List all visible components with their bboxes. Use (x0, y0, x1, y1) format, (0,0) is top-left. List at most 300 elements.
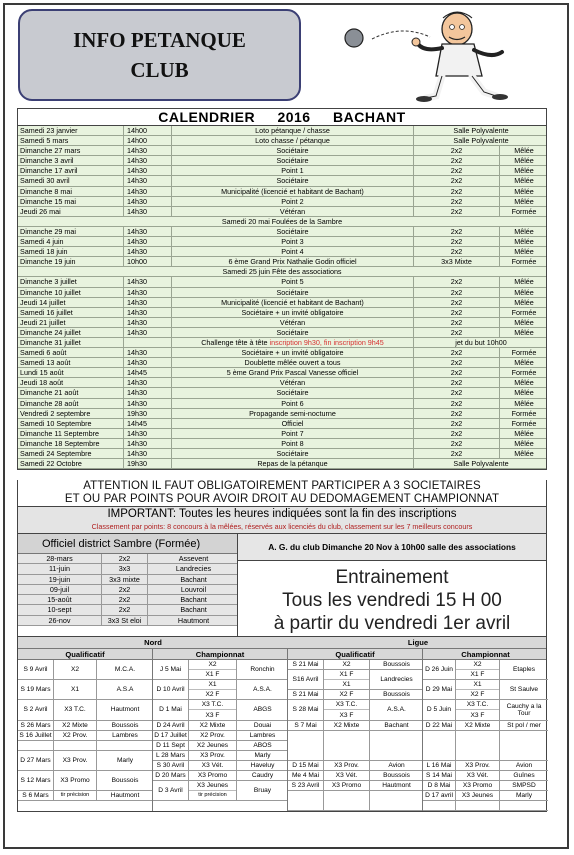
event-title: Point 2 (281, 196, 304, 206)
fixture-place: Caudry (251, 772, 274, 780)
fixture-category (456, 731, 499, 760)
event-format: 2x2 (414, 388, 500, 397)
fixture-date: L 16 Mai (423, 761, 456, 770)
fixture-categories (324, 660, 370, 669)
fixture-place: Lambres (249, 731, 276, 739)
event-name (172, 136, 414, 145)
calendar-row (18, 338, 546, 348)
fixture-row (18, 721, 152, 731)
event-type: Mêlée (514, 166, 534, 176)
fixture-row (423, 791, 548, 801)
event-name (172, 338, 414, 347)
event-title: Doublette mêlée ouvert a tous (244, 358, 341, 368)
important-line1: IMPORTANT: Toutes les heures indiquées sont la fin des inscriptions (107, 508, 457, 520)
fixture-place: Avion (515, 762, 533, 769)
calendar-row (18, 308, 546, 318)
event-name (172, 388, 414, 397)
event-name (172, 247, 414, 256)
fixture-categories (456, 761, 500, 770)
fixture-row (153, 731, 287, 741)
event-date: Dimanche 15 mai (18, 197, 124, 206)
event-name (172, 237, 414, 246)
fixture-date: S 6 Mars (18, 791, 54, 800)
official-format: 2x2 (102, 605, 148, 614)
calendar-row (18, 358, 546, 368)
fixture-category: X3 Promo (54, 771, 97, 790)
event-title: Point 7 (281, 428, 304, 438)
event-format: 2x2 (414, 318, 500, 327)
official-row (18, 595, 237, 605)
fixture-categories (456, 700, 500, 719)
nord-heading: Nord (144, 638, 162, 647)
event-title: 5 ème Grand Prix Pascal Vanesse officiel (226, 368, 359, 378)
fixture-date: L 28 Mars (153, 751, 189, 760)
calendar-row (18, 277, 546, 287)
fixture-place: A.S.A. (253, 686, 272, 694)
event-format: 2x2 (414, 358, 500, 367)
fixture-categories (189, 761, 237, 770)
event-name (172, 318, 414, 327)
event-title: Municipalité (licencié et habitant de Bachant) (221, 297, 364, 307)
fixture-category: X3 Jeunes (461, 792, 494, 800)
fixture-date: D 8 Mai (423, 781, 456, 790)
calendar-table (17, 108, 547, 470)
fixture-date: S 26 Mars (18, 721, 54, 730)
official-format: 3x3 St eloi (102, 616, 148, 625)
event-note: inscription 9h30, fin inscription 9h45 (269, 337, 384, 347)
training-line2: Tous les vendredi 15 H 00 (282, 590, 502, 611)
official-district-rows (18, 554, 237, 626)
event-date: Dimanche 18 Septembre (18, 439, 124, 448)
fixture-categories (456, 660, 500, 679)
fixture-category (456, 801, 499, 810)
fixture-categories (456, 771, 500, 780)
official-date: 26-nov (18, 616, 102, 625)
fixture-row (153, 771, 287, 781)
event-type: Mêlée (514, 378, 534, 388)
fixture-row (423, 680, 548, 700)
event-type: Mêlée (514, 247, 534, 257)
nord-qualificatif-column (18, 660, 153, 811)
fixture-place: Guînes (513, 772, 535, 780)
fixture-categories (456, 791, 500, 800)
fixture-date: D 17 Juillet (153, 731, 189, 740)
event-type: Mêlée (514, 398, 534, 408)
fixture-place: A.S.A (116, 686, 134, 694)
fixture-categories (189, 741, 237, 750)
calendar-row (18, 237, 546, 247)
event-type: Formée (511, 206, 537, 216)
fixture-category: X3 Vét. (466, 772, 489, 780)
event-date: Samedi 24 Septembre (18, 449, 124, 458)
calendar-row (18, 439, 546, 449)
calendar-row (18, 449, 546, 459)
event-time: 14h30 (124, 277, 172, 286)
fixture-date: D 29 Mai (423, 680, 456, 699)
event-name (172, 308, 414, 317)
official-place: Landrecies (175, 564, 212, 574)
official-place: Louvroil (180, 584, 207, 594)
fixture-place: Etaples (513, 666, 535, 674)
fixture-date: S 9 Avril (18, 660, 54, 679)
fixture-category: X2 F (470, 691, 485, 699)
event-time: 14h30 (124, 449, 172, 458)
event-format: Salle Polyvalente (453, 126, 509, 135)
fixture-place (500, 801, 548, 810)
fixture-place: Marly (515, 792, 533, 800)
official-place: Bachant (180, 574, 207, 584)
fixture-row (288, 781, 422, 791)
event-format: 2x2 (414, 166, 500, 175)
event-name (172, 368, 414, 377)
event-date: Samedi 10 Septembre (18, 419, 124, 428)
fixture-date: D 20 Mars (153, 771, 189, 780)
fixture-category: tir précision (54, 791, 97, 800)
fixtures-subhead (18, 649, 546, 660)
event-time: 14h30 (124, 388, 172, 397)
official-format: 2x2 (102, 595, 148, 604)
event-name (172, 207, 414, 216)
fixture-categories (189, 680, 237, 699)
training-line3: à partir du vendredi 1er avril (273, 613, 511, 634)
fixture-row (423, 771, 548, 781)
nord-championnat-column (153, 660, 288, 811)
calendar-row (18, 348, 546, 358)
event-title: Vétéran (279, 317, 306, 327)
event-title: Municipalité (licencié et habitant de Bachant) (221, 186, 364, 196)
event-date: Jeudi 14 juillet (18, 298, 124, 307)
event-format: 2x2 (414, 429, 500, 438)
fixture-place (370, 791, 422, 810)
fixture-row (153, 751, 287, 761)
fixture-categories (456, 731, 500, 760)
event-format: 2x2 (414, 308, 500, 317)
calendar-header (18, 109, 546, 126)
event-time: 14h30 (124, 187, 172, 196)
fixture-place: St pol / mer (507, 721, 541, 729)
event-date: Dimanche 8 mai (18, 187, 124, 196)
fixture-place: Boussois (111, 777, 139, 785)
event-type: Mêlée (514, 428, 534, 438)
event-title: Point 1 (281, 166, 304, 176)
fixture-categories (189, 700, 237, 719)
event-name (172, 288, 414, 297)
fixture-place: Landrecies (380, 676, 413, 684)
fixture-categories (189, 781, 237, 800)
event-format: 2x2 (414, 227, 500, 236)
fixture-date: D 10 Avril (153, 680, 189, 699)
event-title: Sociétaire + un invité obligatoire (241, 307, 344, 317)
fixture-category: X2 (342, 661, 351, 669)
event-date: Vendredi 2 septembre (18, 409, 124, 418)
fixture-date: S 14 Mai (423, 771, 456, 780)
event-title: Sociétaire (276, 388, 309, 398)
event-format: 2x2 (414, 399, 500, 408)
calendar-special-row: Samedi 25 juin Fête des associations (18, 267, 546, 277)
event-time: 14h00 (124, 136, 172, 145)
fixture-category: X1 F (470, 671, 485, 679)
event-date: Samedi 16 juillet (18, 308, 124, 317)
event-time: 14h30 (124, 156, 172, 165)
event-type: Formée (511, 307, 537, 317)
event-type: Mêlée (514, 449, 534, 458)
fixture-row (18, 700, 152, 720)
calendar-row (18, 187, 546, 197)
fixture-date: S 23 Avril (288, 781, 324, 790)
event-date: Samedi 18 juin (18, 247, 124, 256)
event-name (172, 439, 414, 448)
event-date: Samedi 23 janvier (18, 126, 124, 135)
official-place: Assevent (178, 554, 209, 563)
calendar-row (18, 136, 546, 146)
fixture-place: Avion (388, 762, 405, 769)
event-time (124, 338, 172, 347)
official-format: 3x3 mixte (102, 575, 148, 584)
calendar-row (18, 227, 546, 237)
fixture-category (324, 791, 369, 810)
fixture-category: X1 (342, 681, 351, 689)
ligue-qualificatif-column (288, 660, 423, 811)
calendar-row (18, 146, 546, 156)
fixture-place: Haveluy (250, 761, 275, 769)
event-date: Samedi 4 juin (18, 237, 124, 246)
event-format: 2x2 (414, 277, 500, 286)
fixture-row (288, 721, 422, 731)
event-name (172, 227, 414, 236)
fixture-category: X3 F (470, 711, 485, 719)
official-place: Bachant (180, 605, 207, 615)
event-time: 14h30 (124, 318, 172, 327)
event-format: 2x2 (414, 419, 500, 428)
fixture-place: Douai (253, 721, 272, 729)
event-date: Jeudi 26 mai (18, 207, 124, 216)
event-type: Mêlée (514, 277, 534, 287)
event-date: Dimanche 3 avril (18, 156, 124, 165)
fixture-date: S 21 Mai (288, 660, 324, 669)
fixture-place: Lambres (112, 731, 138, 739)
event-type: Formée (511, 418, 537, 428)
event-type: Mêlée (514, 186, 534, 196)
fixture-category: X2 Prov. (200, 731, 225, 739)
fixture-row (423, 781, 548, 791)
fixture-categories (324, 781, 370, 790)
event-name (172, 197, 414, 206)
event-title: Sociétaire + un invité obligatoire (241, 348, 344, 358)
fixture-category: X3 T.C. (189, 700, 236, 710)
event-time: 10h00 (124, 257, 172, 266)
fixture-place: SMPSD (512, 782, 536, 790)
fixture-category: X2 Jeunes (196, 741, 229, 749)
fixture-row (423, 660, 548, 680)
event-format: 2x2 (414, 207, 500, 216)
general-assembly-notice: A. G. du club Dimanche 20 Nov à 10h00 salle des associations (238, 534, 547, 561)
event-format: 2x2 (414, 328, 500, 337)
official-row (18, 575, 237, 585)
calendar-row (18, 288, 546, 298)
event-format: 2x2 (414, 237, 500, 246)
calendar-row (18, 328, 546, 338)
fixture-place: Hautmont (110, 706, 140, 714)
fixture-categories (324, 700, 370, 719)
event-time: 14h30 (124, 308, 172, 317)
event-name (172, 399, 414, 408)
fixtures-table (17, 637, 547, 812)
fixture-place: St Saulve (509, 686, 539, 694)
fixture-place (500, 731, 548, 760)
event-format: 2x2 (414, 439, 500, 448)
fixture-row (423, 700, 548, 720)
event-format: 2x2 (414, 156, 500, 165)
fixture-row (18, 791, 152, 801)
fixture-category: X3 Promo (462, 782, 493, 790)
official-date: 10-sept (18, 605, 102, 614)
event-format: Salle Polyvalente (453, 136, 509, 146)
fixture-date: D 3 Avril (153, 781, 189, 800)
attention-line1: ATTENTION IL FAUT OBLIGATOIREMENT PARTICIPER A 3 SOCIETAIRES (83, 480, 481, 492)
fixture-row (288, 791, 422, 811)
fixture-categories (324, 791, 370, 810)
fixtures-head (18, 637, 546, 649)
fixture-category: X2 Mixte (333, 721, 360, 729)
event-date: Samedi 6 août (18, 348, 124, 357)
event-type: Mêlée (514, 196, 534, 206)
event-time: 14h30 (124, 358, 172, 367)
fixture-date (18, 741, 54, 750)
calendar-row (18, 197, 546, 207)
fixture-category: X3 T.C. (456, 700, 499, 710)
event-time: 14h30 (124, 348, 172, 357)
fixture-category: X3 T.C. (54, 700, 97, 719)
fixture-categories (456, 680, 500, 699)
fixture-date (288, 791, 324, 810)
fixture-categories (324, 690, 370, 699)
event-title: Point 4 (281, 247, 304, 257)
fixture-categories (189, 721, 237, 730)
official-row (18, 554, 237, 564)
fixture-row (423, 721, 548, 731)
fixture-category: X3 Promo (331, 782, 362, 790)
official-place: Hautmont (177, 615, 210, 625)
official-row (18, 585, 237, 595)
event-time: 14h30 (124, 237, 172, 246)
fixture-place: Boussois (383, 661, 410, 669)
event-date: Dimanche 10 juillet (18, 288, 124, 297)
fixture-categories (456, 801, 500, 810)
calendar-row (18, 419, 546, 429)
event-date: Dimanche 3 juillet (18, 277, 124, 286)
fixture-place: Marly (254, 751, 271, 759)
fixture-place: Marly (116, 756, 134, 764)
event-type: Mêlée (514, 156, 534, 166)
calendar-year: 2016 (277, 109, 311, 125)
fixture-place: M.C.A. (114, 666, 136, 674)
fixture-row (288, 771, 422, 781)
fixture-place: Bruay (253, 787, 272, 795)
event-format: jet du but 10h00 (455, 337, 507, 347)
event-format: 2x2 (414, 409, 500, 418)
fixture-place: Cauchy a la Tour (506, 702, 542, 717)
event-name (172, 277, 414, 286)
event-name (172, 429, 414, 438)
ligue-championnat-heading: Championnat (461, 650, 510, 659)
fixture-date: D 26 Juin (423, 660, 456, 679)
fixture-date: S 2 Avril (18, 700, 54, 719)
event-format: Salle Polyvalente (453, 459, 509, 469)
fixture-date: D 22 Mai (423, 721, 456, 730)
event-format: 2x2 (414, 176, 500, 185)
event-time: 14h00 (124, 126, 172, 135)
fixture-category: X3 Promo (197, 772, 228, 780)
calendar-row (18, 207, 546, 217)
event-date: Dimanche 28 août (18, 399, 124, 408)
attention-notice (17, 480, 547, 507)
fixture-date: D 24 Avril (153, 721, 189, 730)
calendar-row (18, 126, 546, 136)
fixture-category: X3 F (339, 711, 354, 719)
event-time: 19h30 (124, 409, 172, 418)
club-title-box (18, 9, 301, 101)
fixture-row (18, 771, 152, 791)
event-type: Mêlée (514, 358, 534, 368)
fixture-date: D 17 avril (423, 791, 456, 800)
official-row (18, 564, 237, 574)
event-time: 14h45 (124, 419, 172, 428)
event-type: Mêlée (514, 146, 534, 156)
fixture-category: X1 F (324, 670, 369, 680)
fixture-category: X2 F (339, 691, 354, 699)
event-date: Samedi 22 Octobre (18, 459, 124, 468)
event-format: 2x2 (414, 378, 500, 387)
official-date: 15-août (18, 595, 102, 604)
fixture-row (153, 781, 287, 801)
event-date: Jeudi 21 juillet (18, 318, 124, 327)
calendar-row (18, 399, 546, 409)
fixture-category: X1 (456, 680, 499, 690)
event-time: 19h30 (124, 459, 172, 468)
event-title: Sociétaire (276, 146, 309, 156)
event-title: Officiel (281, 418, 304, 428)
fixture-date (423, 801, 456, 810)
event-type: Formée (511, 257, 537, 267)
event-name (172, 459, 414, 468)
fixture-categories (189, 660, 237, 679)
fixture-row (153, 761, 287, 771)
fixture-row (18, 751, 152, 771)
fixture-categories (324, 771, 370, 780)
calendar-row (18, 429, 546, 439)
calendar-rows (18, 126, 546, 469)
fixture-place (370, 731, 422, 760)
fixture-category: X2 Mixte (199, 721, 226, 729)
official-district-table (17, 534, 238, 637)
event-date: Dimanche 11 Septembre (18, 429, 124, 438)
event-type: Mêlée (514, 176, 534, 186)
event-time: 14h30 (124, 247, 172, 256)
fixture-row (288, 761, 422, 771)
event-time: 14h30 (124, 227, 172, 236)
fixture-row (153, 660, 287, 680)
event-name (172, 146, 414, 155)
event-time: 14h30 (124, 197, 172, 206)
event-time: 14h30 (124, 399, 172, 408)
event-name (172, 298, 414, 307)
event-date: Lundi 15 août (18, 368, 124, 377)
event-time: 14h30 (124, 328, 172, 337)
event-type: Mêlée (514, 327, 534, 337)
event-format: 2x2 (414, 348, 500, 357)
event-type: Mêlée (514, 287, 534, 297)
event-format: 2x2 (414, 449, 500, 458)
